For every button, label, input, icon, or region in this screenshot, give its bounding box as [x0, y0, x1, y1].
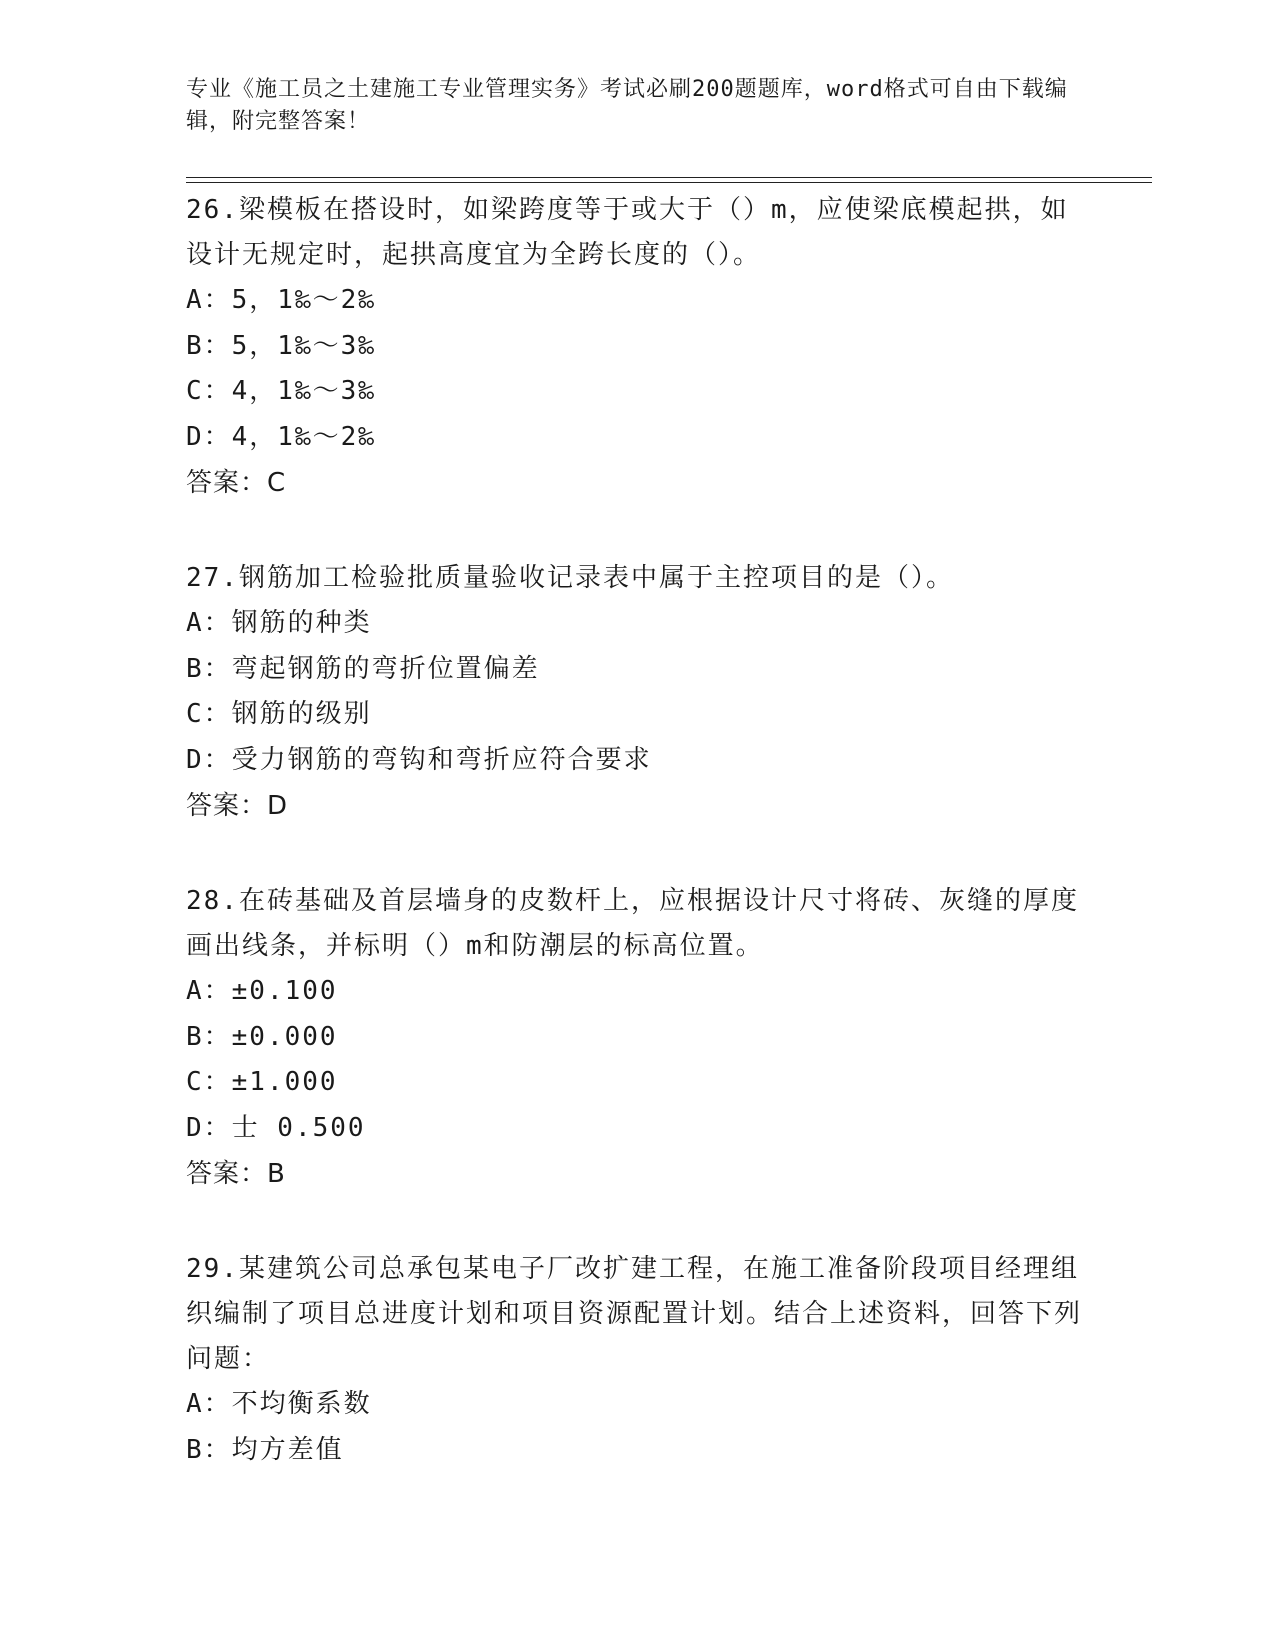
answer: 答案：D: [186, 791, 289, 821]
question-26: [186, 188, 1086, 506]
option-b: B：±0.000: [186, 1021, 338, 1052]
option-b: B：均方差值: [186, 1434, 344, 1465]
document-header: 专业《施工员之土建施工专业管理实务》考试必刷200题题库，word格式可自由下载编辑，附完整答案！: [186, 77, 1068, 134]
question-stem: 26.梁模板在搭设时，如梁跨度等于或大于（）m，应使梁底模起拱，如设计无规定时，起拱高度宜为全跨长度的（）。: [186, 195, 1069, 270]
header-divider-top: [186, 177, 1152, 178]
answer: 答案：B: [186, 1159, 286, 1189]
question-list: [186, 188, 1086, 1523]
question-28: [186, 879, 1086, 1197]
option-b: B：弯起钢筋的弯折位置偏差: [186, 653, 540, 684]
question-stem: 28.在砖基础及首层墙身的皮数杆上，应根据设计尺寸将砖、灰缝的厚度画出线条，并标明（）m和防潮层的标高位置。: [186, 886, 1079, 961]
option-d: D：受力钢筋的弯钩和弯折应符合要求: [186, 744, 652, 775]
option-c: C：±1.000: [186, 1067, 338, 1097]
option-c: C：4，1‰～3‰: [186, 376, 376, 406]
option-d: D：4，1‰～2‰: [186, 421, 376, 452]
option-a: A：±0.100: [186, 976, 338, 1006]
header-divider-bottom: [186, 182, 1152, 183]
option-c: C：钢筋的级别: [186, 699, 372, 729]
question-29: [186, 1247, 1086, 1473]
option-a: A：5，1‰～2‰: [186, 285, 376, 315]
question-27: [186, 556, 1086, 829]
option-b: B：5，1‰～3‰: [186, 330, 376, 361]
option-a: A：钢筋的种类: [186, 608, 372, 638]
question-stem: 27.钢筋加工检验批质量验收记录表中属于主控项目的是（）。: [186, 563, 954, 593]
question-stem: 29.某建筑公司总承包某电子厂改扩建工程，在施工准备阶段项目经理组织编制了项目总进度计划和项目资源配置计划。结合上述资料，回答下列问题：: [186, 1254, 1083, 1374]
option-a: A：不均衡系数: [186, 1389, 372, 1419]
answer: 答案：C: [186, 468, 287, 498]
option-d: D：士 0.500: [186, 1112, 366, 1143]
